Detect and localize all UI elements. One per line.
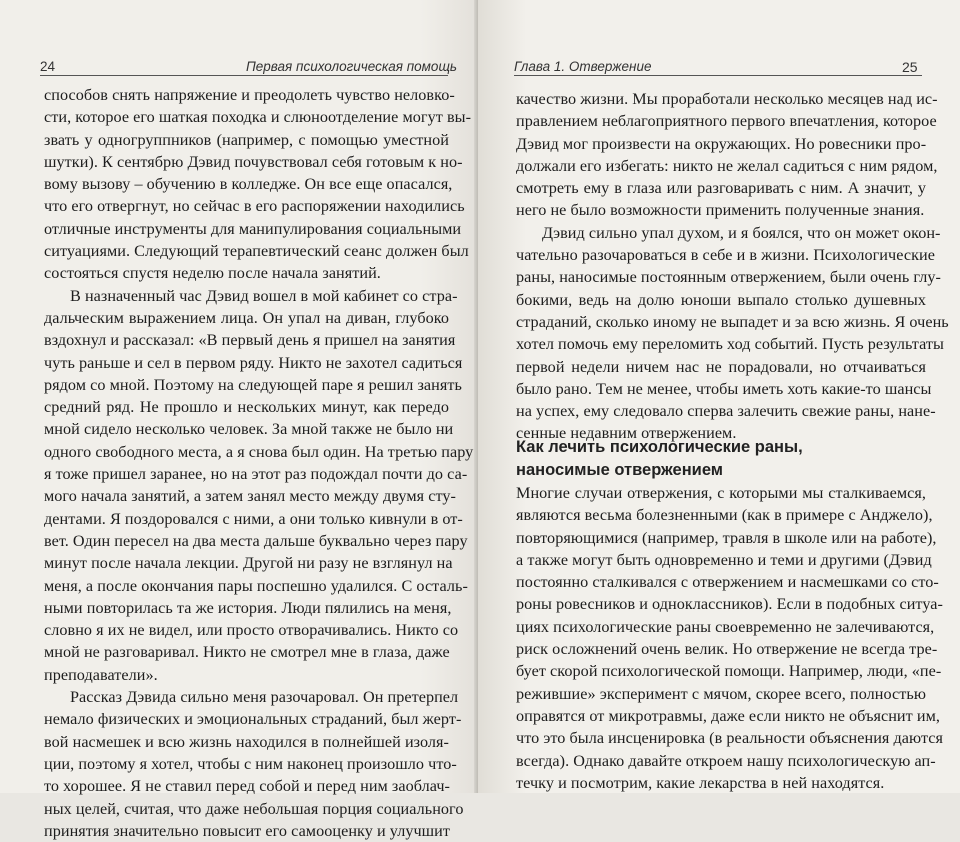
text-line: сти, которое его шаткая походка и слюноотделение могут вы-	[44, 108, 472, 127]
section-heading-line-2: наносимые отвержением	[516, 461, 723, 479]
text-line: оправятся от микротравмы, даже если никто не объяснит им,	[516, 706, 940, 725]
left-body-text	[44, 84, 474, 842]
text-line: было рано. Тем не менее, чтобы иметь хоть какие-то шансы	[516, 379, 932, 398]
text-line: правлением неблагоприятного первого впечатления, которое	[516, 112, 937, 131]
text-line: роны ровесников и одноклассников). Если в подобных ситуа-	[516, 595, 943, 614]
right-page	[478, 0, 960, 793]
right-body-text-bottom	[516, 482, 943, 794]
text-line: вому вызову – обучению в колледже. Он все еще опасался,	[44, 175, 453, 194]
text-line: постоянно сталкивался с отвержением и насмешками со сто-	[516, 573, 939, 592]
text-line: течку и посмотрим, какие лекарства в ней находятся.	[516, 773, 885, 792]
text-line: сенные недавним отвержением.	[516, 424, 737, 443]
text-line: немало физических и эмоциональных страданий, был жерт-	[44, 710, 462, 729]
text-line: мной сидело несколько человек. За мной также не было ни	[44, 420, 454, 439]
text-line: одного свободного места, а я снова был один. На третью пару	[44, 442, 474, 461]
text-line: вет. Один пересел на два места дальше буквально через пару	[44, 531, 468, 550]
text-line: должали его избегать: никто не желал садиться с ним рядом,	[516, 156, 938, 175]
text-line: рядом со мной. Поэтому на следующей паре я решил занять	[44, 375, 462, 394]
text-line: Дэвид сильно упал духом, и я боялся, что он может окон-	[542, 223, 941, 242]
text-line: всегда). Однако давайте откроем нашу психологическую ап-	[516, 751, 936, 770]
left-header-rule	[40, 75, 448, 76]
text-line: средний ряд. Не прошло и нескольких минут, как передо	[44, 398, 449, 417]
text-line: звать у одногруппников (например, с помощью уместной	[44, 130, 449, 149]
text-line: качество жизни. Мы проработали несколько месяцев над ис-	[516, 90, 938, 108]
text-line: бокими, ведь на долю юноши выпало столько душевных	[516, 290, 926, 309]
text-line: дальческим выражением лица. Он упал на диван, глубоко	[44, 308, 449, 327]
text-line: раны, наносимые постоянным отвержением, были очень глу-	[516, 268, 941, 287]
text-line: повторяющимися (например, травля в школе или на работе),	[516, 528, 937, 547]
text-line: первой недели ничем нас не порадовали, но отчаиваться	[516, 357, 926, 376]
text-line: бует скорой психологической помощи. Например, люди, «пе-	[516, 662, 942, 681]
text-line: страданий, сколько иному не выпадет и за всю жизнь. Я очень	[516, 312, 949, 331]
text-line: минут после начала лекции. Другой ни разу не взглянул на	[44, 554, 453, 573]
section-heading	[516, 436, 803, 482]
text-line: циях психологические раны своевременно не залечиваются,	[516, 617, 935, 636]
right-page-number: 25	[902, 59, 918, 75]
left-page	[0, 0, 478, 840]
text-line: чательно разочароваться в себе и в жизни. Психологические	[516, 246, 935, 265]
text-line: состояться спустя неделю после начала занятий.	[44, 264, 381, 283]
text-line: него не было возможности применить полученные знания.	[516, 201, 925, 220]
text-line: хотел помочь ему переломить ход событий. Пусть результаты	[516, 335, 944, 354]
text-line: мной не разговаривал. Никто не смотрел мне в глаза, даже	[44, 643, 450, 662]
text-line: на успех, ему следовало сперва залечить свежие раны, нане-	[516, 402, 936, 421]
text-line: способов снять напряжение и преодолеть чувство неловко-	[44, 86, 455, 104]
text-line: Дэвид мог произвести на окружающих. Но ровесники про-	[516, 134, 927, 153]
text-line: шутки). К сентябрю Дэвид почувствовал себя готовым к но-	[44, 152, 463, 171]
text-line: Рассказ Дэвида сильно меня разочаровал. Он претерпел	[70, 688, 459, 707]
text-line: режившие» эксперимент с мячом, скорее всего, полностью	[516, 684, 926, 703]
text-line: риск осложнений очень велик. Но отвержение не всегда тре-	[516, 640, 938, 659]
text-line: принятия значительно повысит его самооценку и улучшит	[44, 821, 451, 840]
section-heading-line-1: Как лечить психологические раны,	[516, 438, 803, 456]
text-line: меня, а после окончания пары поспешно удалился. С осталь-	[44, 576, 468, 595]
left-page-number: 24	[40, 59, 56, 74]
text-line: мого начала занятий, а затем занял место между двумя сту-	[44, 487, 456, 506]
right-header-rule	[514, 75, 922, 76]
text-line: смотреть ему в глаза или разговаривать с ним. А значит, у	[516, 179, 926, 198]
text-line: я тоже пришел заранее, но на этот раз подождал почти до са-	[44, 465, 468, 484]
text-line: ситуациями. Следующий терапевтический сеанс должен был	[44, 242, 469, 261]
text-line: отличные инструменты для манипулирования социальными	[44, 219, 462, 238]
text-line: словно я их не видел, или просто отворачивались. Никто со	[44, 621, 459, 640]
text-line: чуть раньше и сел в первом ряду. Никто не захотел садиться	[44, 353, 463, 372]
text-line: что это была инсценировка (в реальности объяснения даются	[516, 729, 943, 748]
right-running-title: Глава 1. Отвержение	[514, 59, 652, 74]
text-line: ных целей, считая, что даже небольшая порция социального	[44, 799, 464, 818]
text-line: являются весьма болезненными (как в примере с Анджело),	[516, 506, 933, 525]
text-line: ции, поэтому я хотел, чтобы с ним наконец произошло что-	[44, 754, 457, 773]
text-line: то хорошее. Я не ставил перед собой и перед ним заоблач-	[44, 777, 450, 796]
text-line: преподаватели».	[44, 665, 158, 684]
text-line: вой насмешек и всю жизнь находился в полнейшей изоля-	[44, 732, 449, 751]
text-line: вздохнул и рассказал: «В первый день я пришел на занятия	[44, 331, 456, 350]
left-running-title: Первая психологическая помощь	[246, 59, 458, 74]
text-line: а также могут быть одновременно и теми и другими (Дэвид	[516, 550, 932, 569]
right-body-text-top	[516, 88, 949, 445]
text-line: Многие случаи отвержения, с которыми мы сталкиваемся,	[516, 484, 926, 502]
text-line: ными повторилась та же история. Люди пялились на меня,	[44, 598, 452, 617]
text-line: что его отвергнут, но сейчас в его распоряжении находились	[44, 197, 465, 216]
text-line: дентами. Я поздоровался с ними, а они только кивнули в от-	[44, 509, 463, 528]
text-line: В назначенный час Дэвид вошел в мой кабинет со стра-	[70, 286, 458, 305]
